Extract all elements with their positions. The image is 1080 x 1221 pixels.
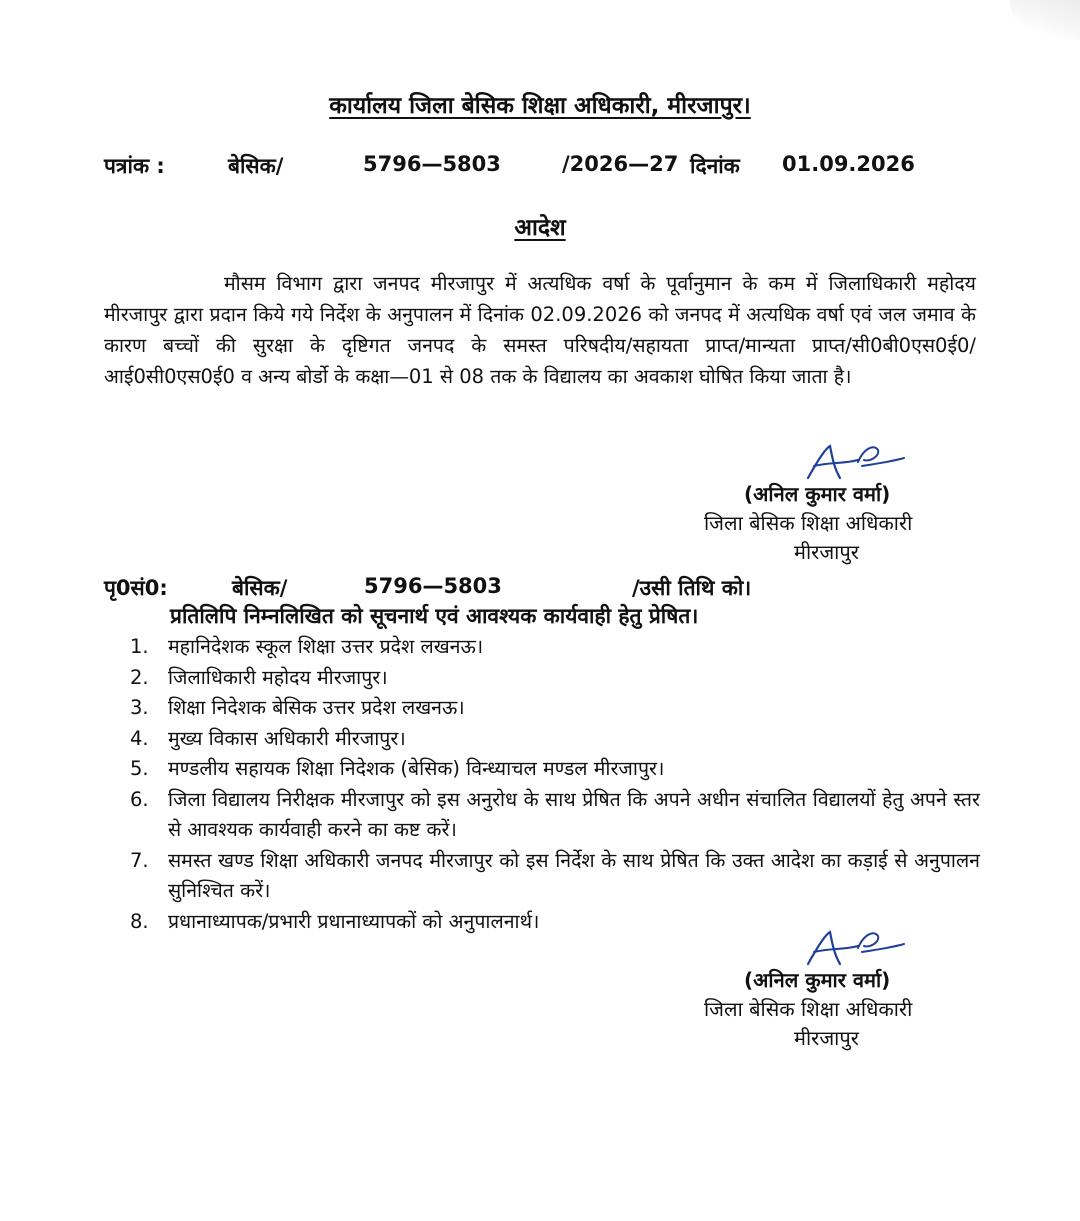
- list-item-text: मुख्य विकास अधिकारी मीरजापुर।: [168, 726, 406, 750]
- list-item-text: जिला विद्यालय निरीक्षक मीरजापुर को इस अनुरोध के साथ प्रेषित कि अपने अधीन संचालित विद्यालयों हेतु अपने स्तर से आवश्यक कार्यवाही करने का कष्ट करें।: [168, 787, 980, 841]
- list-item-number: 5.: [130, 757, 149, 780]
- list-item-number: 6.: [130, 787, 149, 811]
- list-item-number: 1.: [130, 635, 149, 658]
- list-item-text: जिलाधिकारी महोदय मीरजापुर।: [168, 665, 388, 689]
- list-item-number: 3.: [130, 696, 149, 719]
- endorsement-date-text: /उसी तिथि को।: [632, 576, 752, 600]
- page-corner-shadow: [1010, 0, 1080, 40]
- endorsement-number: 5796—5803: [364, 574, 502, 598]
- list-item: [130, 632, 980, 663]
- ref-date-label: दिनांक: [690, 154, 740, 178]
- order-body-paragraph: मौसम विभाग द्वारा जनपद मीरजापुर में अत्यधिक वर्षा के पूर्वानुमान के कम में जिलाधिकारी महोदय मीरजापुर द्वारा प्रदान किये गये निर्देश के अनुपालन में दिनांक 02.09.2026 को जनपद में अत्यधिक वर्षा एवं जल जमाव के कारण बच्चों की सुरक्षा के दृष्टिगत जनपद के समस्त परिषदीय/सहायता प्राप्त/मान्यता प्राप्त/सी0बी0एस0ई0/आई0सी0एस0ई0 व अन्य बोर्डो के कक्षा—01 से 08 तक के विद्यालय का अवकाश घोषित किया जाता है।: [104, 272, 976, 388]
- office-heading: [0, 88, 1080, 120]
- office-heading-text: कार्यालय जिला बेसिक शिक्षा अधिकारी, मीरजापुर।: [329, 93, 751, 119]
- list-item: [130, 785, 980, 846]
- list-item-number: 2.: [130, 665, 149, 689]
- endorsement-label: पृ0सं0:: [104, 576, 168, 600]
- list-item: [130, 846, 980, 907]
- signatory-place-1: मीरजापुर: [794, 540, 859, 564]
- list-item: [130, 663, 980, 694]
- list-item-number: 4.: [130, 726, 149, 750]
- endorsement-basic: बेसिक/: [232, 576, 288, 600]
- list-item-number: 7.: [130, 848, 149, 872]
- copy-recipient-list: [130, 632, 980, 937]
- ref-date: 01.09.2026: [782, 152, 915, 176]
- copy-heading: प्रतिलिपि निम्नलिखित को सूचनार्थ एवं आवश्यक कार्यवाही हेतु प्रेषित।: [170, 604, 699, 628]
- signatory-title-2: जिला बेसिक शिक्षा अधिकारी: [704, 997, 913, 1021]
- list-item: [130, 754, 980, 785]
- list-item: [130, 693, 980, 724]
- signatory-name-1: (अनिल कुमार वर्मा): [744, 482, 891, 506]
- list-item-number: 8.: [130, 909, 149, 933]
- ref-basic: बेसिक/: [228, 154, 284, 178]
- ref-number: 5796—5803: [363, 152, 501, 176]
- order-title-text: आदेश: [514, 215, 566, 241]
- list-item-text: शिक्षा निदेशक बेसिक उत्तर प्रदेश लखनऊ।: [168, 696, 465, 719]
- signatory-name-2: (अनिल कुमार वर्मा): [744, 968, 891, 992]
- signatory-title-1: जिला बेसिक शिक्षा अधिकारी: [704, 511, 913, 535]
- list-item-text: महानिदेशक स्कूल शिक्षा उत्तर प्रदेश लखनऊ।: [168, 635, 484, 658]
- reference-line: [0, 152, 1080, 186]
- ref-label: पत्रांक :: [104, 154, 165, 178]
- ref-session: /2026—27: [562, 152, 679, 176]
- order-title: [0, 210, 1080, 242]
- list-item-text: प्रधानाध्यापक/प्रभारी प्रधानाध्यापकों को अनुपालनार्थ।: [168, 909, 540, 933]
- list-item-text: मण्डलीय सहायक शिक्षा निदेशक (बेसिक) विन्ध्याचल मण्डल मीरजापुर।: [168, 757, 665, 780]
- list-item-text: समस्त खण्ड शिक्षा अधिकारी जनपद मीरजापुर को इस निर्देश के साथ प्रेषित कि उक्त आदेश का कड़ाई से अनुपालन सुनिश्चित करें।: [168, 848, 980, 902]
- signatory-place-2: मीरजापुर: [794, 1026, 859, 1050]
- list-item: [130, 724, 980, 755]
